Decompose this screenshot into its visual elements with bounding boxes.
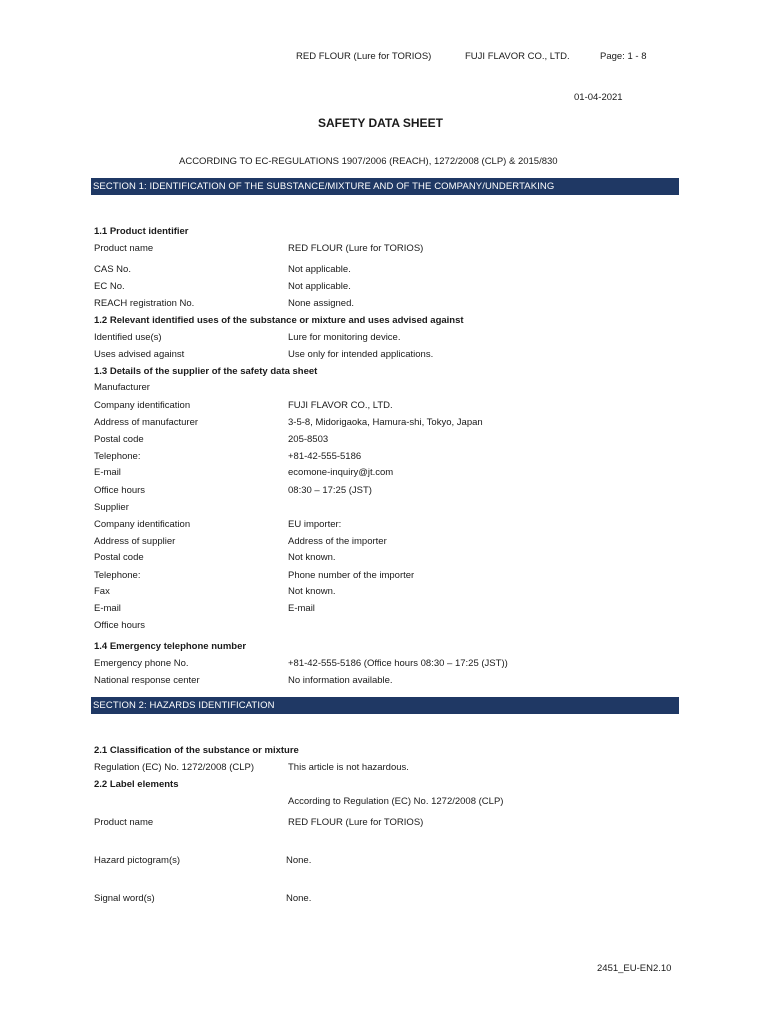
s-email-value: E-mail [288, 603, 315, 614]
header-product: RED FLOUR (Lure for TORIOS) [296, 51, 432, 62]
m-telephone-label: Telephone: [94, 451, 141, 462]
s-fax-label: Fax [94, 586, 110, 597]
product-name-label: Product name [94, 243, 154, 254]
section-1-bar: SECTION 1: IDENTIFICATION OF THE SUBSTANCE/MIXTURE AND OF THE COMPANY/UNDERTAKING [91, 178, 679, 195]
reach-label: REACH registration No. [94, 298, 195, 309]
signal-word-value: None. [286, 893, 312, 904]
m-company-label: Company identification [94, 400, 191, 411]
identified-use-label: Identified use(s) [94, 332, 162, 343]
header-date: 01-04-2021 [574, 92, 623, 103]
m-address-value: 3-5-8, Midorigaoka, Hamura-shi, Tokyo, Japan [288, 417, 483, 428]
according-line: According to Regulation (EC) No. 1272/2008 (CLP) [288, 796, 504, 807]
cas-value: Not applicable. [288, 264, 351, 275]
heading-1-2: 1.2 Relevant identified uses of the substance or mixture and uses advised against [94, 315, 464, 326]
uses-advised-value: Use only for intended applications. [288, 349, 434, 360]
manufacturer-label: Manufacturer [94, 382, 150, 393]
cas-label: CAS No. [94, 264, 131, 275]
footer-code: 2451_EU-EN2.10 [597, 963, 672, 974]
national-value: No information available. [288, 675, 393, 686]
s-email-label: E-mail [94, 603, 121, 614]
s-address-label: Address of supplier [94, 536, 176, 547]
document-title: SAFETY DATA SHEET [318, 116, 443, 130]
emergency-label: Emergency phone No. [94, 658, 189, 669]
m-hours-label: Office hours [94, 485, 146, 496]
m-postal-label: Postal code [94, 434, 144, 445]
s-telephone-value: Phone number of the importer [288, 570, 415, 581]
heading-1-4: 1.4 Emergency telephone number [94, 641, 247, 652]
heading-2-2: 2.2 Label elements [94, 779, 179, 790]
pictogram-label: Hazard pictogram(s) [94, 855, 181, 866]
product-name-value: RED FLOUR (Lure for TORIOS) [288, 243, 424, 254]
label-product-name-value: RED FLOUR (Lure for TORIOS) [288, 817, 424, 828]
m-postal-value: 205-8503 [288, 434, 329, 445]
national-label: National response center [94, 675, 200, 686]
header-company: FUJI FLAVOR CO., LTD. [465, 51, 570, 62]
s-telephone-label: Telephone: [94, 570, 141, 581]
m-company-value: FUJI FLAVOR CO., LTD. [288, 400, 393, 411]
supplier-label: Supplier [94, 502, 129, 513]
heading-1-3: 1.3 Details of the supplier of the safety data sheet [94, 366, 318, 377]
header-page: Page: 1 - 8 [600, 51, 647, 62]
emergency-value: +81-42-555-5186 (Office hours 08:30 – 17:25 (JST)) [288, 658, 508, 669]
ec-value: Not applicable. [288, 281, 351, 292]
identified-use-value: Lure for monitoring device. [288, 332, 401, 343]
regulation-line: ACCORDING TO EC-REGULATIONS 1907/2006 (REACH), 1272/2008 (CLP) & 2015/830 [179, 156, 558, 167]
ec-label: EC No. [94, 281, 125, 292]
s-postal-label: Postal code [94, 552, 144, 563]
s-fax-value: Not known. [288, 586, 336, 597]
m-hours-value: 08:30 – 17:25 (JST) [288, 485, 372, 496]
m-address-label: Address of manufacturer [94, 417, 199, 428]
uses-advised-label: Uses advised against [94, 349, 185, 360]
m-email-value[interactable]: ecomone-inquiry@jt.com [288, 467, 394, 478]
s-address-value: Address of the importer [288, 536, 387, 547]
label-product-name-label: Product name [94, 817, 154, 828]
regulation-label: Regulation (EC) No. 1272/2008 (CLP) [94, 762, 255, 773]
m-telephone-value: +81-42-555-5186 [288, 451, 362, 462]
s-hours-label: Office hours [94, 620, 146, 631]
heading-1-1: 1.1 Product identifier [94, 226, 189, 237]
m-email-label: E-mail [94, 467, 121, 478]
s-company-value: EU importer: [288, 519, 342, 530]
reach-value: None assigned. [288, 298, 355, 309]
section-2-bar: SECTION 2: HAZARDS IDENTIFICATION [91, 697, 679, 714]
heading-2-1: 2.1 Classification of the substance or mixture [94, 745, 299, 756]
s-postal-value: Not known. [288, 552, 336, 563]
s-company-label: Company identification [94, 519, 191, 530]
regulation-value: This article is not hazardous. [288, 762, 409, 773]
signal-word-label: Signal word(s) [94, 893, 155, 904]
pictogram-value: None. [286, 855, 312, 866]
